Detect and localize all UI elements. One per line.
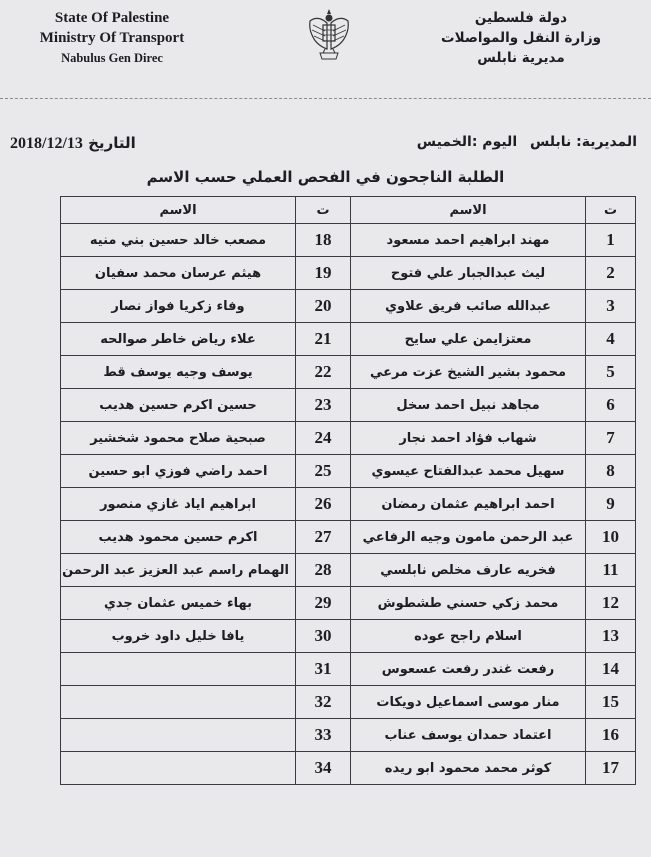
- student-number: 2: [586, 257, 636, 290]
- student-number: 32: [296, 686, 351, 719]
- student-number: 23: [296, 389, 351, 422]
- student-name: عبدالله صائب فريق علاوي: [351, 290, 586, 323]
- directorate-text: المديرية: نابلس: [530, 134, 637, 150]
- student-number: 18: [296, 224, 351, 257]
- student-number: 22: [296, 356, 351, 389]
- header-num-left: ت: [296, 197, 351, 224]
- table-row: [61, 587, 636, 620]
- student-name: [61, 653, 296, 686]
- student-number: 5: [586, 356, 636, 389]
- student-name: ابراهيم اياد غازي منصور: [61, 488, 296, 521]
- student-number: 13: [586, 620, 636, 653]
- date-value: 2018/12/13: [10, 135, 83, 152]
- table-row: [61, 653, 636, 686]
- student-name: مصعب خالد حسين بني منيه: [61, 224, 296, 257]
- table-row: [61, 554, 636, 587]
- student-name: هيثم عرسان محمد سفيان: [61, 257, 296, 290]
- table-row: [61, 257, 636, 290]
- student-name: سهيل محمد عبدالفتاح عيسوي: [351, 455, 586, 488]
- student-number: 25: [296, 455, 351, 488]
- student-number: 31: [296, 653, 351, 686]
- student-number: 17: [586, 752, 636, 785]
- header-divider: [0, 98, 651, 99]
- student-name: منار موسى اسماعيل دويكات: [351, 686, 586, 719]
- student-name: اسلام راجح عوده: [351, 620, 586, 653]
- table-row: [61, 323, 636, 356]
- student-number: 9: [586, 488, 636, 521]
- eagle-emblem-icon: [306, 5, 352, 67]
- student-name: صبحية صلاح محمود شخشير: [61, 422, 296, 455]
- student-number: 26: [296, 488, 351, 521]
- student-number: 34: [296, 752, 351, 785]
- letterhead-en-line-2: Ministry Of Transport: [39, 30, 185, 46]
- student-number: 14: [586, 653, 636, 686]
- student-number: 6: [586, 389, 636, 422]
- letterhead-ar-line-1: دولة فلسطين: [474, 10, 568, 26]
- date-label: التاريخ: [88, 134, 136, 152]
- student-number: 12: [586, 587, 636, 620]
- student-number: 20: [296, 290, 351, 323]
- student-number: 33: [296, 719, 351, 752]
- table-body: [61, 224, 636, 785]
- student-name: محمود بشير الشيخ عزت مرعي: [351, 356, 586, 389]
- letterhead-ar-line-3: مديرية نابلس: [477, 50, 565, 66]
- table-row: [61, 422, 636, 455]
- student-name: حسين اكرم حسين هديب: [61, 389, 296, 422]
- table-header-row: [61, 197, 636, 224]
- student-name: [61, 752, 296, 785]
- date-line: [10, 134, 136, 153]
- student-name: وفاء زكريا فواز نصار: [61, 290, 296, 323]
- student-number: 3: [586, 290, 636, 323]
- student-name: احمد ابراهيم عثمان رمضان: [351, 488, 586, 521]
- student-name: رفعت غندر رفعت عسعوس: [351, 653, 586, 686]
- student-name: كوثر محمد محمود ابو ريده: [351, 752, 586, 785]
- student-name: عبد الرحمن مامون وجيه الرفاعي: [351, 521, 586, 554]
- student-number: 30: [296, 620, 351, 653]
- document-title: الطلبة الناجحون في الفحص العملي حسب الاسم: [146, 168, 505, 186]
- student-name: شهاب فؤاد احمد نجار: [351, 422, 586, 455]
- table-row: [61, 455, 636, 488]
- letterhead-ar-line-2: وزارة النقل والمواصلات: [441, 30, 601, 46]
- student-number: 16: [586, 719, 636, 752]
- student-name: محمد زكي حسني طشطوش: [351, 587, 586, 620]
- arabic-letterhead: [401, 8, 641, 68]
- student-number: 4: [586, 323, 636, 356]
- student-name: علاء رياض خاطر صوالحه: [61, 323, 296, 356]
- header-name-left: الاسم: [61, 197, 296, 224]
- student-name: معتزايمن علي سايح: [351, 323, 586, 356]
- table-row: [61, 620, 636, 653]
- student-number: 19: [296, 257, 351, 290]
- student-name: [61, 719, 296, 752]
- directorate-line: [409, 134, 637, 150]
- table-row: [61, 356, 636, 389]
- student-name: مهند ابراهيم احمد مسعود: [351, 224, 586, 257]
- table-row: [61, 488, 636, 521]
- table-row: [61, 686, 636, 719]
- table-row: [61, 752, 636, 785]
- table-row: [61, 521, 636, 554]
- student-number: 21: [296, 323, 351, 356]
- table-row: [61, 224, 636, 257]
- student-number: 28: [296, 554, 351, 587]
- student-name: مجاهد نبيل احمد سخل: [351, 389, 586, 422]
- table-row: [61, 719, 636, 752]
- student-number: 29: [296, 587, 351, 620]
- student-name: [61, 686, 296, 719]
- header-num-right: ت: [586, 197, 636, 224]
- student-name: اكرم حسين محمود هديب: [61, 521, 296, 554]
- student-name: الهمام راسم عبد العزيز عبد الرحمن: [61, 554, 296, 587]
- student-name: يافا خليل داود خروب: [61, 620, 296, 653]
- student-name: يوسف وجيه يوسف قط: [61, 356, 296, 389]
- student-number: 1: [586, 224, 636, 257]
- english-letterhead: [12, 8, 212, 68]
- letterhead-en-line-3: Nabulus Gen Direc: [61, 51, 163, 65]
- table-row: [61, 290, 636, 323]
- student-number: 27: [296, 521, 351, 554]
- student-number: 7: [586, 422, 636, 455]
- student-name: احمد راضي فوزي ابو حسين: [61, 455, 296, 488]
- student-name: فخريه عارف مخلص نابلسي: [351, 554, 586, 587]
- student-number: 24: [296, 422, 351, 455]
- student-name: ليث عبدالجبار علي فتوح: [351, 257, 586, 290]
- header-name-right: الاسم: [351, 197, 586, 224]
- results-table: [60, 196, 636, 785]
- student-number: 15: [586, 686, 636, 719]
- student-name: بهاء خميس عثمان جدي: [61, 587, 296, 620]
- day-text: اليوم :الخميس: [416, 134, 518, 150]
- student-number: 11: [586, 554, 636, 587]
- student-number: 8: [586, 455, 636, 488]
- student-name: اعتماد حمدان يوسف عناب: [351, 719, 586, 752]
- table-row: [61, 389, 636, 422]
- student-number: 10: [586, 521, 636, 554]
- letterhead-en-line-1: State Of Palestine: [54, 10, 170, 26]
